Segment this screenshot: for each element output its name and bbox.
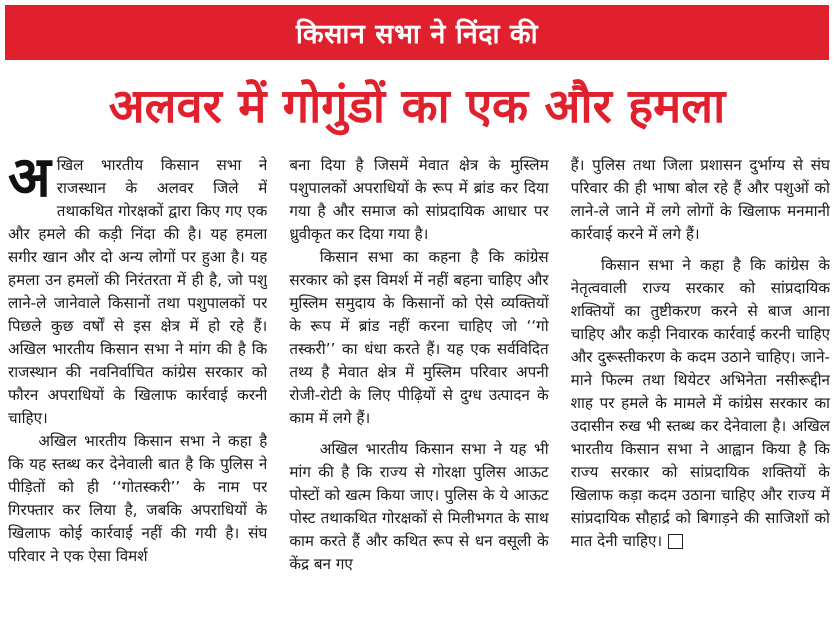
paragraph-text: किसान सभा ने कहा है कि कांग्रेस के नेतृत्ववाली राज्य सरकार को सांप्रदायिक शक्तियों का तुष्टीकरण करने से बाज आना चाहिए और कड़ी निवारक कार्रवाई करनी चाहिए और दुरूस्तीकरण के कदम उठाने चाहिए। जाने-माने फिल्म तथा थियेटर अभिनेता नसीरूद्दीन शाह पर हमले के मामले में कांग्रेस सरकार का उदासीन रुख भी स्तब्ध कर देनेवाला है। अखिल भारतीय किसान सभा ने आह्वान किया है कि राज्य सरकार को सांप्रदायिक शक्तियों के खिलाफ कड़ा कदम उठाना चाहिए और राज्य में सांप्रदायिक सौहार्द्र को बिगाड़ने की साजिशों को मात देनी चाहिए। — [570, 256, 830, 550]
article-paragraph: हैं। पुलिस तथा जिला प्रशासन दुर्भाग्य से संघ परिवार की ही भाषा बोल रहे हैं और पशुओं को लाने-ले जाने में लगे लोगों के खिलाफ मनमानी कार्रवाई करने में लगे हैं। — [570, 156, 830, 243]
article-paragraph: किसान सभा का कहना है कि कांग्रेस सरकार को इस विमर्श में नहीं बहना चाहिए और मुस्लिम समुदाय के किसानों को ऐसे व्यक्तियों के रूप में ब्रांड नहीं करना चाहिए जो ‘‘गो तस्करी’’ का धंधा करते हैं। यह एक सर्वविदित तथ्य है मेवात क्षेत्र में मुस्लिम परिवार अपनी रोजी-रोटी के लिए पीढ़ियों से दुग्ध उत्पादन के काम में लगे हैं। — [289, 248, 549, 427]
banner-title: किसान सभा ने निंदा की — [295, 19, 539, 50]
article-paragraph: अखिल भारतीय किसान सभा ने कहा है कि यह स्तब्ध कर देनेवाली बात है कि पुलिस ने पीड़ितों को ही ‘‘गोतस्करी’’ के नाम पर गिरफ्तार कर लिया है, जबकि अपराधियों के खिलाफ कोई कार्रवाई नहीं की गयी है। संघ परिवार ने एक ऐसा विमर्श — [8, 432, 268, 565]
headline: अलवर में गोगुंडों का एक और हमला — [108, 79, 726, 134]
article-column-1 — [8, 154, 267, 641]
article-paragraph — [8, 154, 267, 430]
article-column-2 — [289, 154, 548, 641]
article-paragraph — [571, 254, 830, 553]
paragraph-text: खिल भारतीय किसान सभा ने राजस्थान के अलवर जिले में तथाकथित गोरक्षकों द्वारा किए गए एक और हमले की कड़ी निंदा की है। यह हमला सगीर खान और दो अन्य लोगों पर हुआ है। यह हमला उन हमलों की निरंतरता में ही है, जो पशु लाने-ले जानेवाले किसानों तथा पशुपालकों पर पिछले कुछ वर्षों से इस क्षेत्र में हो रहे हैं। अखिल भारतीय किसान सभा ने मांग की है कि राजस्थान की नवनिर्वाचित कांग्रेस सरकार को फौरन अपराधियों के खिलाफ कार्रवाई करनी चाहिए। — [8, 156, 268, 427]
drop-cap: अ — [8, 154, 51, 210]
section-banner — [5, 5, 829, 60]
article-body — [8, 154, 830, 641]
end-of-article-icon — [668, 534, 683, 549]
article-paragraph: अखिल भारतीय किसान सभा ने यह भी मांग की है कि राज्य से गोरक्षा पुलिस आऊट पोस्टों को खत्म किया जाए। पुलिस के ये आऊट पोस्ट तथाकथित गोरक्षकों से मिलीभगत के साथ काम करते हैं और कथित रूप से धन वसूली के केंद्र बन गए — [289, 440, 549, 573]
article-paragraph: बना दिया है जिसमें मेवात क्षेत्र के मुस्लिम पशुपालकों अपराधियों के रूप में ब्रांड कर दिया गया है और समाज को सांप्रदायिक आधार पर ध्रुवीकृत कर दिया गया है। — [289, 156, 549, 243]
article-column-3 — [571, 154, 830, 641]
